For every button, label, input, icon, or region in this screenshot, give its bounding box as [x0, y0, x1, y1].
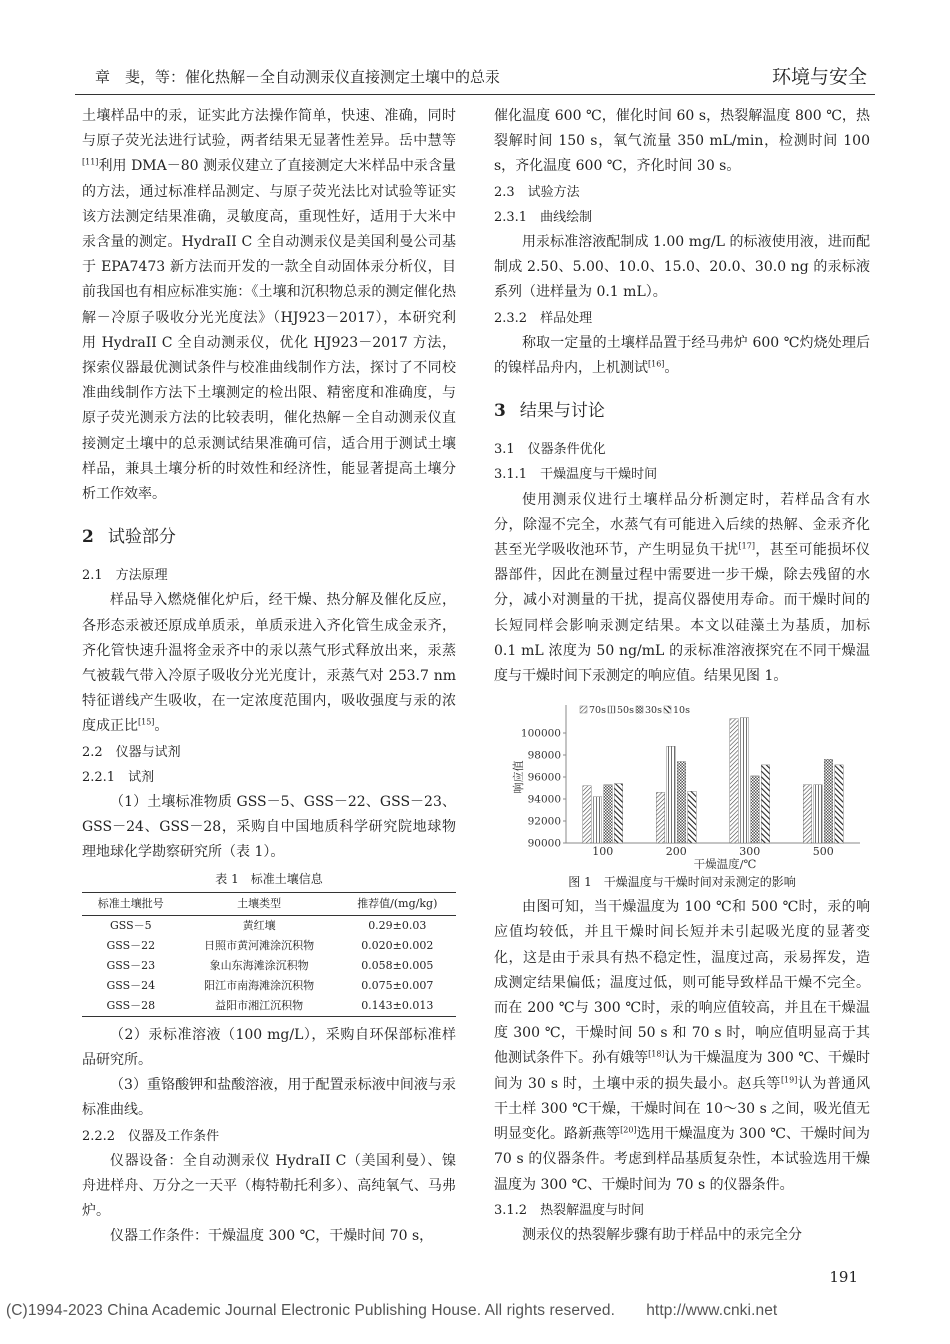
copyright-footer: (C)1994-2023 China Academic Journal Electronic Publishing House. All rights reserved. http://www.cnki.net	[6, 1302, 778, 1319]
paragraph-discussion: 由图可知，当干燥温度为 100 ℃和 500 ℃时，汞的响应值均较低，并且干燥时间长短并未引起吸光度的显著变化，这是由于汞具有热不稳定性，温度过高，汞易挥发，造成测定结果偏低；温度过低，则可能导致样品干燥不完全。而在 200 ℃与 300 ℃时，汞的响应值较高，并且在干燥温度 300 ℃，干燥时间 50 s 和 70 s 时，响应值明显高于其他测试条件下。孙有娥等[18]认为干燥温度为 300 ℃、干燥时间为 30 s 时，土壤中汞的损失最小。赵兵等[19]认为普通风干土样 300 ℃干燥，干燥时间在 10～30 s 之间，吸光值无明显变化。路新燕等[20]选用干燥温度为 300 ℃、干燥时间为 70 s 的仪器条件。考虑到样品基质复杂性，本试验选用干燥温度为 300 ℃、干燥时间为 70 s 的仪器条件。	[494, 899, 871, 1193]
table-cell: GSS－5	[109, 918, 152, 932]
bar	[688, 792, 697, 844]
legend-label: 50s	[617, 705, 634, 717]
paragraph-conditions-cont: 催化温度 600 ℃，催化时间 60 s，热裂解温度 800 ℃，热裂解时间 150 s，氧气流量 350 mL/min，检测时间 100 s，齐化温度 600 ℃，齐化时间 30 s。	[494, 108, 870, 175]
y-tick-label: 98000	[527, 749, 561, 762]
table-cell: GSS－23	[106, 958, 156, 972]
bar	[751, 776, 760, 843]
table-cell: 0.058±0.005	[361, 958, 434, 972]
header-title: 章 斐，等：催化热解－全自动测汞仪直接测定土壤中的总汞	[95, 68, 501, 86]
bar	[677, 762, 686, 843]
standard-soil-table	[82, 892, 456, 1017]
table-cell: GSS－28	[82, 996, 180, 1017]
citation[interactable]: [17]	[738, 541, 755, 551]
legend-label: 70s	[589, 705, 606, 717]
paragraph-drying: 使用测汞仪进行土壤样品分析测定时，若样品含有水分，除湿不完全，水蒸气有可能进入后续的热解、金汞齐化甚至光学吸收池环节，产生明显负干扰[17]，甚至可能损坏仪器部件，因此在测量过程中需要进一步干燥，除去残留的水分，减小对测量的干扰，提高仪器使用寿命。而干燥时间的长短同样会影响汞测定结果。本文以硅藻土为基质，加标 0.1 mL 浓度为 50 ng/mL 的汞标准溶液探究在不同干燥温度与干燥时间下汞测定的响应值。结果见图 1。	[494, 491, 871, 685]
x-tick-label: 300	[739, 845, 761, 859]
x-tick-label: 100	[592, 845, 614, 859]
table-row	[82, 976, 456, 996]
left-column	[82, 104, 456, 1250]
citation[interactable]: [11]	[82, 157, 99, 167]
y-tick-label: 94000	[527, 793, 561, 806]
legend-label: 30s	[645, 705, 662, 717]
legend-swatch	[664, 706, 671, 713]
paragraph-reagent-3: （3）重铬酸钾和盐酸溶液，用于配置汞标液中间液与汞标准曲线。	[82, 1077, 456, 1119]
paragraph-reagent-2: （2）汞标准溶液（100 mg/L），采购自环保部标准样品研究所。	[82, 1026, 456, 1068]
legend-label: 10s	[673, 705, 690, 717]
paragraph-curve: 用汞标准溶液配制成 1.00 mg/L 的标液使用液，进而配制成 2.50、5.00、10.0、15.0、20.0、30.0 ng 的汞标液系列（进样量为 0.1 mL）。	[494, 234, 870, 301]
table-cell: 0.020±0.002	[361, 938, 434, 952]
bar	[593, 797, 602, 843]
running-header	[75, 56, 875, 95]
table-cell: GSS－24	[106, 978, 156, 992]
paragraph-reagent-1: （1）土壤标准物质 GSS－5、GSS－22、GSS－23、GSS－24、GSS－28，采购自中国地质科学研究院地球物理地球化学勘察研究所（表 1）。	[82, 794, 456, 861]
subsection-3-1-2: 3.1.2 热裂解温度与时间	[494, 1202, 645, 1218]
table-row	[82, 936, 456, 956]
subsection-2-2-1: 2.2.1 试剂	[82, 769, 155, 785]
subsection-2-3-1: 2.3.1 曲线绘制	[494, 209, 593, 225]
table-cell: 益阳市湘江沉积物	[180, 996, 339, 1017]
figure-caption: 图 1 干燥温度与干燥时间对汞测定的影响	[568, 875, 796, 890]
table-row	[82, 956, 456, 976]
section-heading-3: 3 结果与讨论	[494, 401, 605, 422]
subsection-3-1-1: 3.1.1 干燥温度与干燥时间	[494, 467, 658, 483]
y-tick-label: 96000	[527, 771, 561, 784]
subsection-2-2: 2.2 仪器与试剂	[82, 744, 181, 760]
legend-swatch	[608, 706, 615, 713]
citation[interactable]: [19]	[780, 1075, 798, 1085]
bar	[614, 784, 623, 843]
citation[interactable]: [15]	[138, 717, 155, 727]
subsection-2-3-2: 2.3.2 样品处理	[494, 310, 593, 326]
table-cell: 0.075±0.007	[361, 978, 434, 992]
bar	[730, 719, 739, 843]
subsection-2-1: 2.1 方法原理	[82, 568, 168, 584]
citation[interactable]: [18]	[648, 1049, 665, 1059]
table-cell: 黄红壤	[242, 918, 276, 932]
table-row	[82, 996, 456, 1017]
table-caption: 表 1 标准土壤信息	[215, 871, 323, 886]
x-tick-label: 500	[812, 845, 834, 859]
x-axis-label: 干燥温度/℃	[693, 857, 757, 870]
journal-name: 环境与安全	[771, 66, 867, 88]
paragraph-sample: 称取一定量的土壤样品置于经马弗炉 600 ℃灼烧处理后的镍样品舟内，上机测试[16]。	[494, 334, 870, 377]
bar	[835, 765, 844, 843]
section-heading-2: 2 试验部分	[82, 527, 176, 548]
y-tick-label: 92000	[527, 815, 561, 828]
y-tick-label: 100000	[520, 727, 561, 740]
table-cell: 0.143±0.013	[339, 996, 456, 1017]
x-tick-label: 200	[665, 845, 687, 859]
paragraph-principle: 样品导入燃烧催化炉后，经干燥、热分解及催化反应，各形态汞被还原成单质汞，单质汞进入齐化管生成金汞齐，齐化管快速升温将金汞齐中的汞以蒸气形式释放出来，汞蒸气被载气带入冷原子吸收分光光度计，汞蒸气对 253.7 nm 特征谱线产生吸收，在一定浓度范围内，吸收强度与汞的浓度成正比[15]。	[82, 592, 456, 735]
bar	[814, 785, 823, 843]
legend-swatch	[580, 706, 587, 713]
table-cell: 0.29±0.03	[368, 918, 427, 932]
bar	[740, 718, 749, 843]
table-row	[82, 915, 456, 936]
page-number: 191	[829, 1268, 858, 1286]
subsection-3-1: 3.1 仪器条件优化	[494, 442, 606, 458]
table-header-cell: 推荐值/(mg/kg)	[339, 892, 456, 915]
y-tick-label: 90000	[527, 837, 561, 850]
intro-paragraph: 土壤样品中的汞，证实此方法操作简单，快速、准确，同时与原子荧光法进行试验，两者结果无显著性差异。岳中慧等[11]利用 DMA－80 测汞仪建立了直接测定大米样品中汞含量的方法，通过标准样品测定、与原子荧光法比对试验等证实该方法测定结果准确，灵敏度高，重现性好，适用于大米中汞含量的测定。HydraII C 全自动测汞仪是美国利曼公司基于 EPA7473 新方法而开发的一款全自动固体汞分析仪，目前我国也有相应标准实施：《土壤和沉积物总汞的测定催化热解－冷原子吸收分光光度法》（HJ923－2017），本研究利用 HydraII C 全自动测汞仪，优化 HJ923－2017 方法，探索仪器最优测试条件与校准曲线制作方法，探讨了不同校准曲线制作方法下土壤测定的检出限、精密度和准确度，与原子荧光测汞方法的比较表明，催化热解－全自动测汞仪直接测定土壤中的总汞测试结果准确可信，适合用于测试土壤样品，兼具土壤分析的时效性和经济性，能显著提高土壤分析工作效率。	[82, 108, 456, 503]
paragraph-conditions: 仪器工作条件：干燥温度 300 ℃，干燥时间 70 s，	[110, 1228, 434, 1245]
bar	[583, 786, 592, 843]
bar	[803, 785, 812, 843]
drying-bar-chart	[494, 697, 870, 869]
table-cell: 阳江市南海滩涂沉积物	[204, 978, 315, 992]
table-cell: 象山东海滩涂沉积物	[209, 958, 309, 972]
y-axis-label: 响应值	[512, 760, 525, 794]
legend-swatch	[636, 706, 643, 713]
bar	[824, 760, 833, 844]
table-header-cell: 土壤类型	[180, 892, 339, 915]
subsection-2-2-2: 2.2.2 仪器及工作条件	[82, 1128, 220, 1144]
subsection-2-3: 2.3 试验方法	[494, 184, 580, 200]
citation[interactable]: [16]	[648, 359, 665, 369]
table-header-cell: 标准土壤批号	[82, 892, 180, 915]
bar	[656, 793, 665, 844]
paragraph-equipment: 仪器设备：全自动测汞仪 HydraII C（美国利曼）、镍舟进样舟、万分之一天平（梅特勒托利多）、高纯氧气、马弗炉。	[82, 1152, 456, 1220]
table-cell: GSS－22	[106, 938, 156, 952]
bar	[604, 785, 613, 843]
bar	[761, 765, 770, 843]
right-column	[494, 104, 870, 1248]
bar	[667, 746, 676, 843]
paragraph-pyrolysis: 测汞仪的热裂解步骤有助于样品中的汞完全分	[522, 1226, 802, 1243]
table-cell: 日照市黄河滩涂沉积物	[204, 938, 315, 952]
citation[interactable]: [20]	[620, 1125, 637, 1135]
